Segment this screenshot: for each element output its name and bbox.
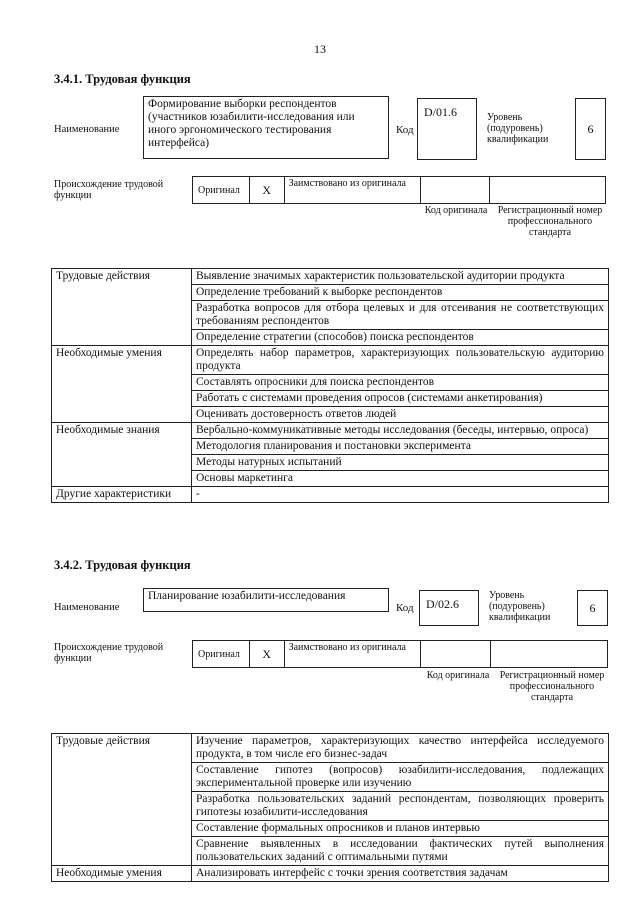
group-label: Трудовые действия [52,734,192,866]
borrowed-label: Заимствовано из оригинала [285,641,421,667]
level-value: 6 [577,590,608,626]
table-cell: Определение стратегии (способов) поиска респондентов [192,330,609,346]
table-row [52,866,609,882]
group-label: Трудовые действия [52,269,192,346]
group-label: Необходимые знания [52,423,192,487]
table-cell: Методология планирования и постановки эксперимента [192,439,609,455]
table-cell: Определять набор параметров, характеризующих пользовательскую аудиторию продукта [192,346,609,375]
activities-table [51,733,609,882]
table-cell: Разработка вопросов для отбора целевых и для отсеивания не соответствующих требованиям респондентов [192,301,609,330]
code-orig-cell [421,177,490,203]
code-orig-caption: Код оригинала [424,205,488,216]
table-row [52,734,609,763]
original-mark: X [250,177,285,203]
original-mark: X [250,641,285,667]
table-cell: Методы натурных испытаний [192,455,609,471]
page-number: 13 [314,42,326,56]
section-heading: 3.4.2. Трудовая функция [54,558,191,572]
activities-table [51,268,609,503]
level-label: Уровень (подуровень) квалификации [489,590,551,623]
origin-label: Происхождение трудовой функции [54,179,164,201]
table-row [52,423,609,439]
table-cell: Вербально-коммуникативные методы исследования (беседы, интервью, опроса) [192,423,609,439]
table-cell: Определение требований к выборке респондентов [192,285,609,301]
origin-table [192,176,606,204]
group-label: Необходимые умения [52,866,192,882]
table-cell: Составление формальных опросников и планов интервью [192,821,609,837]
code-value: D/01.6 [417,98,477,160]
code-value: D/02.6 [419,590,479,626]
name-label: Наименование [54,602,120,613]
reg-caption: Регистрационный номер профессионального стандарта [497,205,603,238]
name-value: Формирование выборки респондентов (участников юзабилити-исследования или иного эргономического тестирования интерфейса) [143,96,389,159]
table-cell: Разработка пользовательских заданий респондентам, позволяющих проверить гипотезы юзабилити-исследования [192,792,609,821]
table-cell: Сравнение выявленных в исследовании фактических путей выполнения пользовательских заданий с оптимальными путями [192,837,609,866]
group-label: Другие характеристики [52,487,192,503]
table-cell: Выявление значимых характеристик пользовательской аудитории продукта [192,269,609,285]
table-row [52,346,609,375]
table-cell: Оценивать достоверность ответов людей [192,407,609,423]
reg-caption: Регистрационный номер профессионального стандарта [499,670,605,703]
table-row [52,269,609,285]
level-value: 6 [575,98,606,160]
table-row [52,487,609,503]
table-cell: Анализировать интерфейс с точки зрения соответствия задачам [192,866,609,882]
group-label: Необходимые умения [52,346,192,423]
name-label: Наименование [54,124,120,135]
origin-table [192,640,608,668]
code-orig-caption: Код оригинала [426,670,490,681]
reg-number-cell [491,641,607,667]
name-value: Планирование юзабилити-исследования [143,588,389,612]
table-cell: Основы маркетинга [192,471,609,487]
origin-label: Происхождение трудовой функции [54,642,164,664]
table-cell: Составлять опросники для поиска респондентов [192,375,609,391]
level-label: Уровень (подуровень) квалификации [487,112,549,145]
section-heading: 3.4.1. Трудовая функция [54,72,191,86]
table-cell: - [192,487,609,503]
reg-number-cell [490,177,605,203]
original-label: Оригинал [193,641,250,667]
table-cell: Составление гипотез (вопросов) юзабилити-исследования, подлежащих экспериментальной проверке или изучению [192,763,609,792]
code-label: Код [396,124,414,136]
original-label: Оригинал [193,177,250,203]
code-orig-cell [421,641,491,667]
table-cell: Работать с системами проведения опросов (системами анкетирования) [192,391,609,407]
borrowed-label: Заимствовано из оригинала [285,177,421,203]
code-label: Код [396,602,414,614]
table-cell: Изучение параметров, характеризующих качество интерфейса исследуемого продукта, в том числе его бизнес-задач [192,734,609,763]
